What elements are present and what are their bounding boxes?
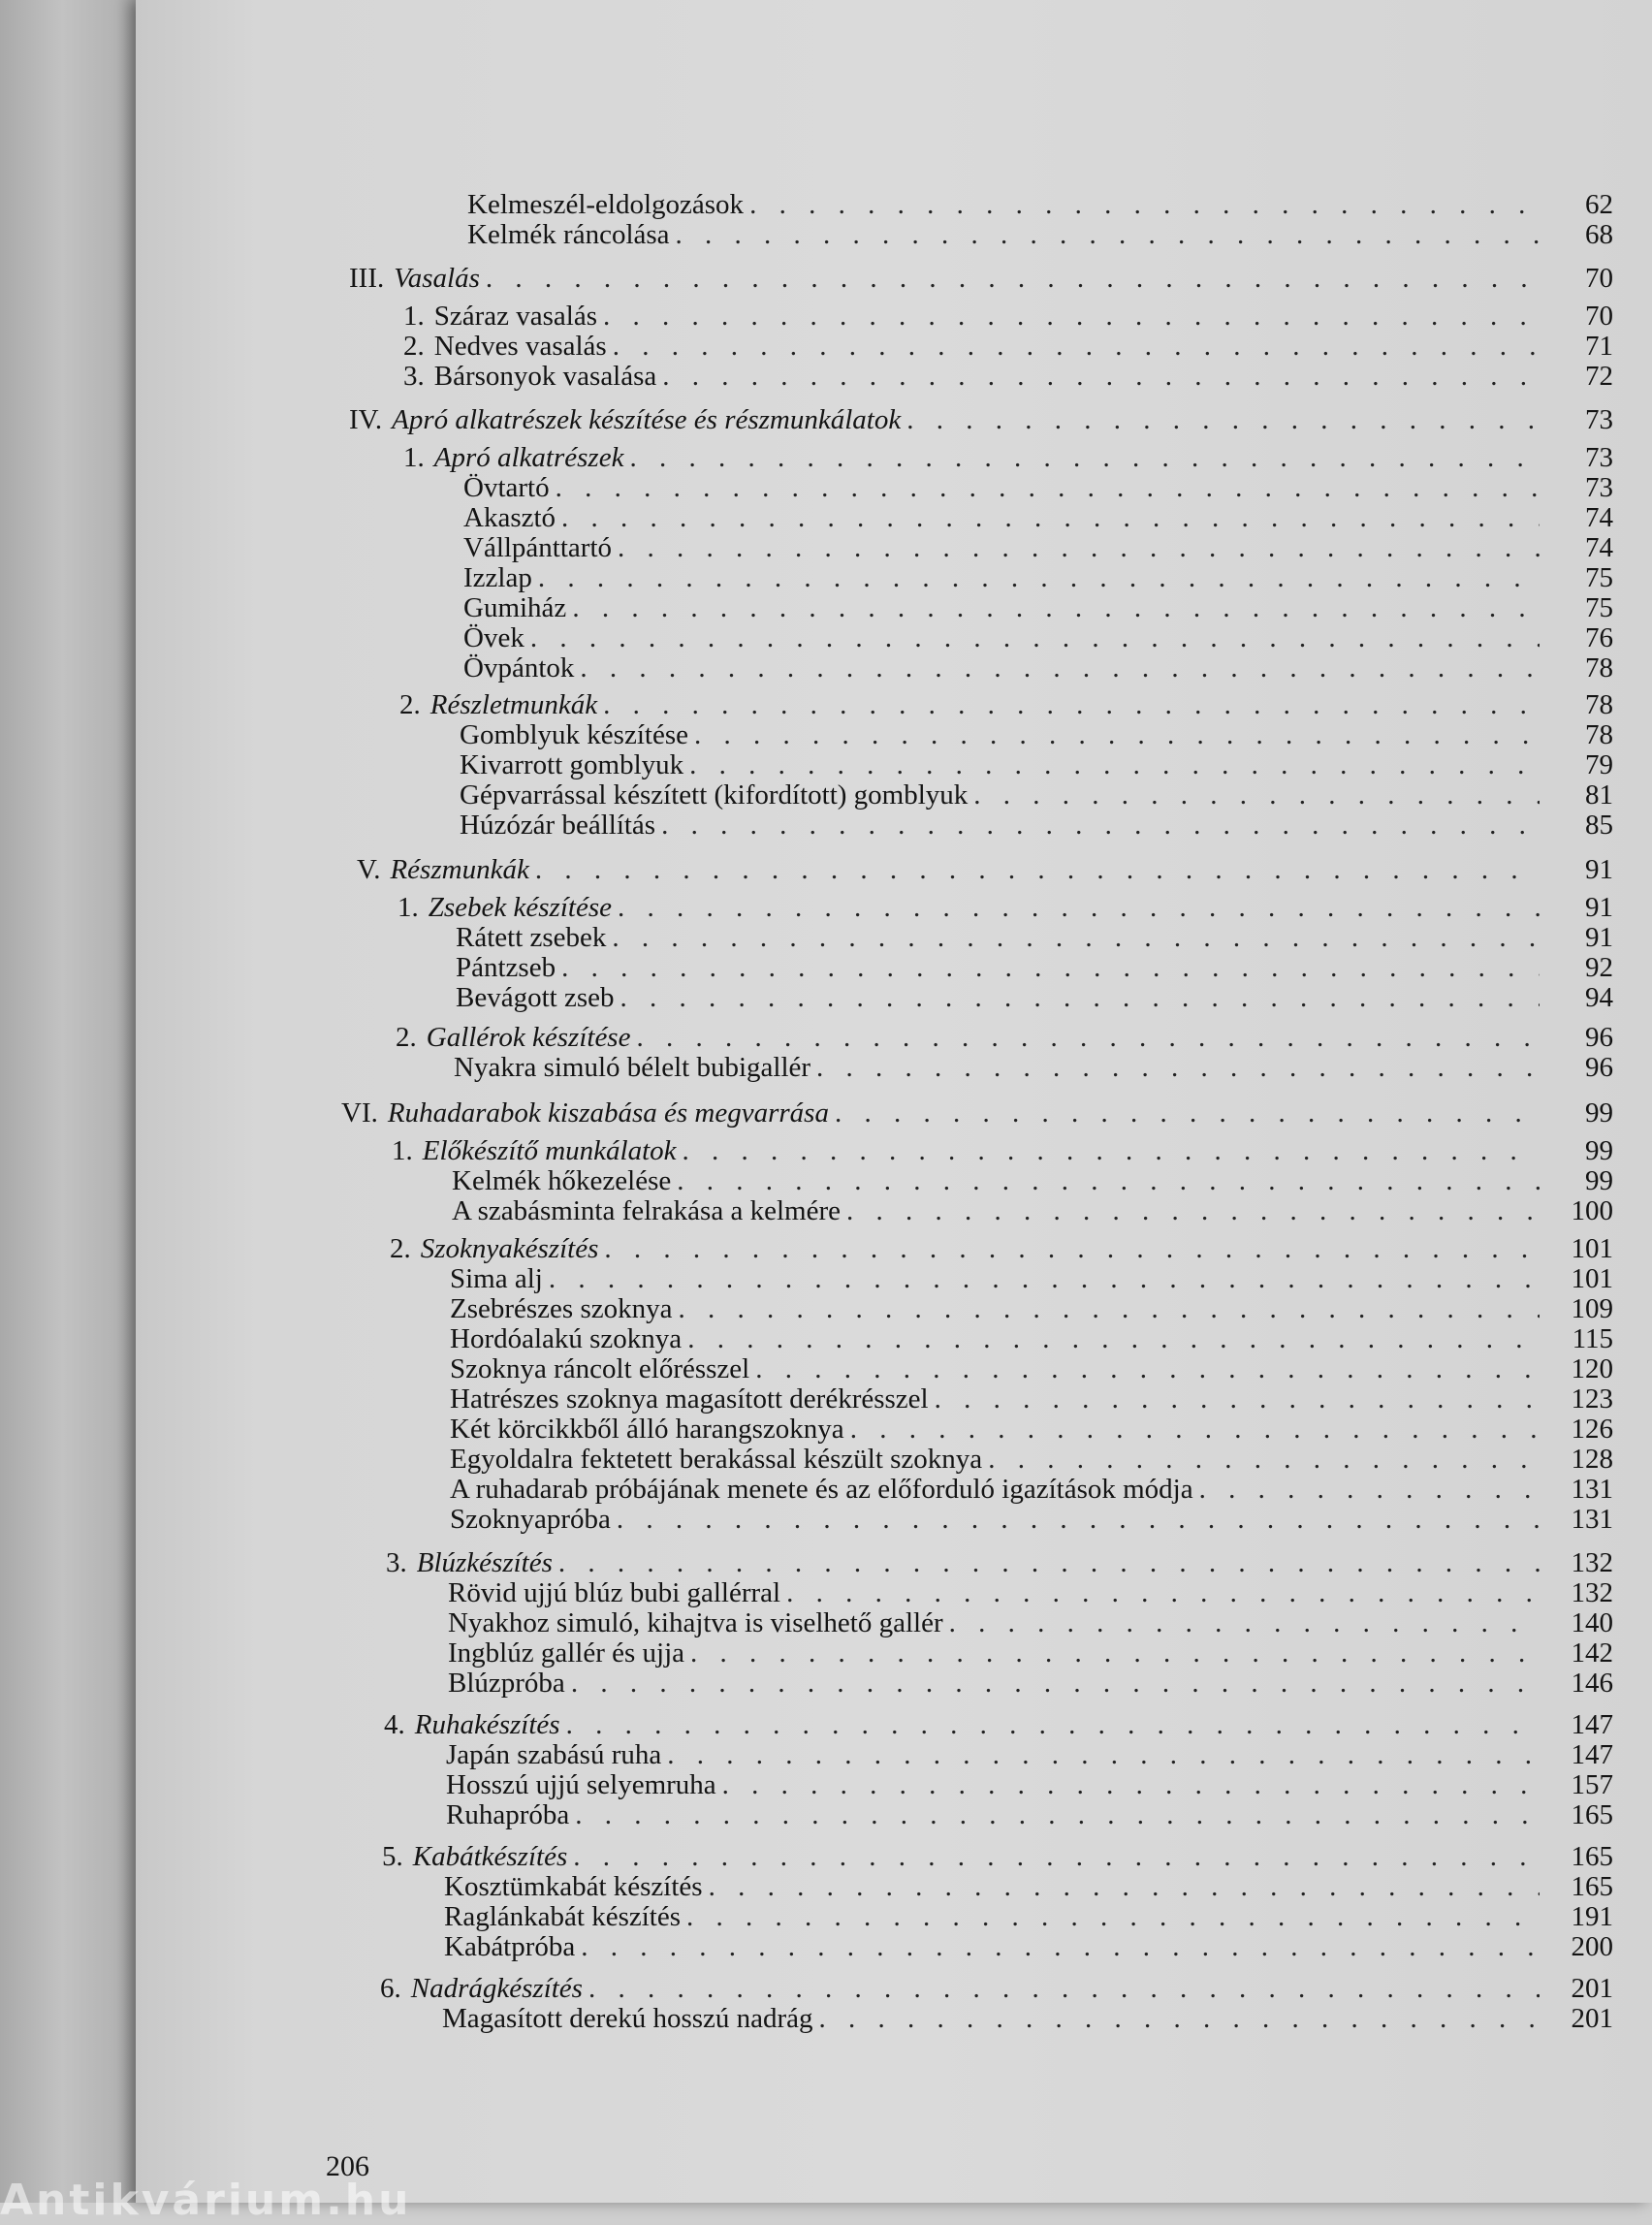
toc-entry-title: Kivarrott gomblyuk <box>460 749 684 780</box>
toc-entry-label <box>467 220 670 250</box>
toc-entry <box>396 1023 1613 1053</box>
toc-leader-dots <box>850 1414 1540 1445</box>
toc-entry-page: 165 <box>1571 1871 1613 1902</box>
toc-entry-label <box>452 1166 671 1196</box>
toc-entry-number: 1. <box>397 892 419 923</box>
toc-leader-dots <box>689 750 1540 780</box>
toc-entry-label <box>467 190 744 220</box>
toc-leader-dots <box>679 1294 1541 1324</box>
toc-entry-page: 147 <box>1571 1709 1613 1740</box>
toc-entry-number: 2. <box>403 331 425 362</box>
toc-entry-label <box>448 1608 943 1638</box>
toc-leader-dots <box>530 623 1540 653</box>
toc-entry-title: Nadrágkészítés <box>410 1973 583 2004</box>
toc-entry-number: 2. <box>396 1022 417 1053</box>
toc-entry-label <box>446 1770 716 1800</box>
toc-entry-page: 146 <box>1571 1668 1613 1699</box>
toc-entry-title: Zsebek készítése <box>428 892 612 923</box>
toc-entry-page: 74 <box>1585 502 1613 533</box>
toc-entry <box>450 1354 1613 1384</box>
toc-entry-page: 99 <box>1585 1097 1613 1128</box>
toc-leader-dots <box>661 811 1540 841</box>
toc-leader-dots <box>835 1098 1540 1128</box>
toc-entry-label <box>349 405 901 435</box>
toc-entry <box>349 264 1613 294</box>
toc-leader-dots <box>686 1902 1540 1932</box>
toc-leader-dots <box>538 563 1540 593</box>
toc-entry-page: 120 <box>1571 1353 1613 1384</box>
toc-entry <box>444 1872 1613 1902</box>
toc-entry-label <box>450 1475 1193 1505</box>
toc-entry-title: Kelmék hőkezelése <box>452 1165 672 1196</box>
toc-entry-label <box>450 1445 982 1475</box>
toc-entry <box>403 332 1613 362</box>
toc-entry-page: 131 <box>1571 1474 1613 1505</box>
toc-entry <box>403 362 1613 392</box>
toc-entry-title: Ruhadarabok kiszabása és megvarrása <box>387 1097 829 1128</box>
toc-entry-title: Magasított derekú hosszú nadrág <box>442 2003 813 2034</box>
toc-entry-label <box>396 1023 630 1053</box>
toc-entry-page: 81 <box>1585 779 1613 811</box>
toc-entry-label <box>450 1294 673 1324</box>
toc-entry-number: 1. <box>403 442 425 473</box>
toc-entry-title: Izzlap <box>463 562 532 593</box>
toc-entry-label <box>452 1196 841 1226</box>
toc-entry-number: 3. <box>403 361 425 392</box>
toc-entry-page: 91 <box>1585 892 1613 923</box>
toc-entry-title: Kelmék ráncolása <box>467 219 670 250</box>
toc-leader-dots <box>603 302 1540 332</box>
toc-leader-dots <box>816 1053 1540 1083</box>
toc-entry <box>403 443 1613 473</box>
toc-entry-page: 78 <box>1585 689 1613 720</box>
toc-leader-dots <box>949 1608 1540 1638</box>
toc-entry-number: 3. <box>386 1547 407 1578</box>
toc-entry-label <box>448 1578 780 1608</box>
toc-entry-label <box>349 264 480 294</box>
toc-entry <box>384 1710 1613 1740</box>
toc-entry <box>463 503 1613 533</box>
toc-entry <box>460 720 1613 750</box>
toc-leader-dots <box>573 1842 1540 1872</box>
toc-entry-title: Bársonyok vasalása <box>433 361 657 392</box>
toc-entry-page: 109 <box>1571 1293 1613 1324</box>
toc-leader-dots <box>749 190 1540 220</box>
toc-leader-dots <box>588 1974 1540 2004</box>
toc-entry-title: Ruhakészítés <box>414 1709 560 1740</box>
toc-entry <box>448 1669 1613 1699</box>
toc-entry <box>386 1548 1613 1578</box>
toc-entry <box>442 2004 1613 2034</box>
toc-leader-dots <box>676 220 1540 250</box>
toc-entry-label <box>399 690 597 720</box>
toc-entry-label <box>444 1932 575 1962</box>
toc-entry <box>467 220 1613 250</box>
toc-leader-dots <box>486 264 1540 294</box>
toc-entry-label <box>456 923 606 953</box>
toc-leader-dots <box>618 893 1540 923</box>
toc-entry <box>460 750 1613 780</box>
toc-entry <box>446 1770 1613 1800</box>
toc-entry-page: 157 <box>1571 1769 1613 1800</box>
toc-entry <box>341 1098 1613 1128</box>
toc-entry-label <box>446 1740 661 1770</box>
toc-entry <box>450 1384 1613 1414</box>
toc-entry-label <box>403 443 623 473</box>
toc-leader-dots <box>935 1384 1540 1414</box>
toc-leader-dots <box>613 332 1540 362</box>
toc-entry <box>452 1166 1613 1196</box>
toc-entry-label <box>463 653 574 683</box>
toc-entry <box>450 1505 1613 1535</box>
toc-entry-title: Szoknyakészítés <box>420 1233 599 1264</box>
toc-leader-dots <box>603 690 1540 720</box>
toc-entry-label <box>448 1669 565 1699</box>
toc-entry <box>450 1445 1613 1475</box>
toc-entry-title: Raglánkabát készítés <box>444 1901 681 1932</box>
toc-entry <box>454 1053 1613 1083</box>
toc-entry-page: 68 <box>1585 219 1613 250</box>
toc-entry-label <box>444 1872 703 1902</box>
toc-entry <box>448 1608 1613 1638</box>
toc-entry-title: Kabátkészítés <box>412 1841 568 1872</box>
toc-entry-title: Nyakhoz simuló, kihajtva is viselhető gallér <box>448 1607 943 1638</box>
toc-entry-title: Szoknya ráncolt előrésszel <box>450 1353 750 1384</box>
toc-entry-page: 70 <box>1585 301 1613 332</box>
toc-entry-label <box>460 780 968 811</box>
toc-entry-page: 128 <box>1571 1444 1613 1475</box>
toc-leader-dots <box>561 503 1540 533</box>
toc-leader-dots <box>988 1445 1540 1475</box>
toc-entry-page: 76 <box>1585 622 1613 653</box>
toc-entry-number: 1. <box>403 301 425 332</box>
toc-entry-page: 74 <box>1585 532 1613 563</box>
toc-entry <box>357 855 1613 885</box>
toc-leader-dots <box>535 855 1540 885</box>
toc-entry-title: Blúzpróba <box>448 1668 565 1699</box>
toc-entry <box>456 953 1613 983</box>
toc-entry <box>467 190 1613 220</box>
toc-entry-title: Övek <box>463 622 524 653</box>
toc-entry-page: 99 <box>1585 1135 1613 1166</box>
toc-entry-title: Övtartó <box>463 472 550 503</box>
toc-entry-title: Gallérok készítése <box>426 1022 631 1053</box>
toc-entry <box>448 1638 1613 1669</box>
toc-entry-title: Előkészítő munkálatok <box>422 1135 677 1166</box>
toc-entry-title: Apró alkatrészek készítése és részmunkálatok <box>392 404 902 435</box>
toc-entry-label <box>390 1234 598 1264</box>
toc-entry-label <box>460 811 655 841</box>
toc-entry-label <box>463 563 532 593</box>
toc-entry-label <box>397 893 612 923</box>
toc-leader-dots <box>636 1023 1540 1053</box>
toc-entry-page: 140 <box>1571 1607 1613 1638</box>
toc-entry-label <box>448 1638 684 1669</box>
toc-entry <box>463 473 1613 503</box>
toc-leader-dots <box>1199 1475 1540 1505</box>
toc-entry <box>450 1294 1613 1324</box>
toc-entry-label <box>380 1974 583 2004</box>
toc-entry <box>450 1264 1613 1294</box>
toc-entry-label <box>456 983 614 1013</box>
toc-entry-page: 96 <box>1585 1052 1613 1083</box>
toc-entry-label <box>463 593 566 623</box>
toc-entry-label <box>403 362 656 392</box>
toc-leader-dots <box>755 1354 1540 1384</box>
toc-leader-dots <box>558 1548 1540 1578</box>
toc-leader-dots <box>566 1710 1540 1740</box>
toc-entry-page: 73 <box>1585 404 1613 435</box>
toc-entry-page: 75 <box>1585 562 1613 593</box>
toc-entry-label <box>463 533 612 563</box>
toc-entry-title: Kosztümkabát készítés <box>444 1871 703 1902</box>
toc-entry-title: Rátett zsebek <box>456 922 607 953</box>
toc-entry-label <box>460 720 688 750</box>
toc-entry-page: 75 <box>1585 592 1613 623</box>
toc-entry-page: 147 <box>1571 1739 1613 1770</box>
toc-entry-title: Blúzkészítés <box>416 1547 553 1578</box>
toc-entry <box>456 923 1613 953</box>
toc-entry-number: IV. <box>349 404 383 435</box>
toc-entry-label <box>454 1053 810 1083</box>
toc-entry <box>390 1234 1613 1264</box>
toc-leader-dots <box>662 362 1540 392</box>
toc-entry-title: Gomblyuk készítése <box>460 719 688 750</box>
toc-entry-title: Szoknyapróba <box>450 1504 611 1535</box>
toc-entry-page: 165 <box>1571 1841 1613 1872</box>
toc-entry-title: Hosszú ujjú selyemruha <box>446 1769 716 1800</box>
toc-entry-label <box>463 623 524 653</box>
toc-leader-dots <box>617 1505 1540 1535</box>
toc-entry-title: A ruhadarab próbájának menete és az előforduló igazítások módja <box>450 1474 1193 1505</box>
toc-entry-page: 99 <box>1585 1165 1613 1196</box>
toc-entry-label <box>392 1136 677 1166</box>
toc-leader-dots <box>549 1264 1540 1294</box>
toc-entry <box>463 653 1613 683</box>
toc-entry-title: Kelmeszél-eldolgozások <box>467 189 745 220</box>
toc-leader-dots <box>604 1234 1540 1264</box>
toc-entry-number: III. <box>349 263 385 294</box>
toc-entry-label <box>450 1505 611 1535</box>
toc-entry-page: 132 <box>1571 1577 1613 1608</box>
toc-entry-title: Zsebrészes szoknya <box>450 1293 673 1324</box>
toc-entry-label <box>386 1548 553 1578</box>
toc-entry-label <box>403 302 597 332</box>
toc-entry-page: 101 <box>1571 1263 1613 1294</box>
toc-entry <box>399 690 1613 720</box>
toc-entry-page: 165 <box>1571 1799 1613 1830</box>
toc-entry-label <box>450 1354 749 1384</box>
toc-entry-page: 85 <box>1585 810 1613 841</box>
toc-entry-title: Pántzseb <box>456 952 556 983</box>
toc-entry-page: 62 <box>1585 189 1613 220</box>
toc-entry-page: 79 <box>1585 749 1613 780</box>
toc-leader-dots <box>620 983 1540 1013</box>
toc-entry-page: 115 <box>1572 1323 1613 1354</box>
toc-entry <box>397 893 1613 923</box>
toc-entry-label <box>357 855 529 885</box>
toc-entry-label <box>460 750 683 780</box>
toc-entry <box>403 302 1613 332</box>
toc-entry <box>382 1842 1613 1872</box>
toc-entry <box>456 983 1613 1013</box>
toc-leader-dots <box>786 1578 1540 1608</box>
toc-entry-title: Akasztó <box>463 502 556 533</box>
toc-entry-page: 78 <box>1585 652 1613 683</box>
toc-entry-title: Részmunkák <box>390 854 529 885</box>
toc-entry <box>460 780 1613 811</box>
toc-entry-title: Japán szabású ruha <box>446 1739 662 1770</box>
toc-entry-page: 126 <box>1571 1414 1613 1445</box>
toc-entry-label <box>384 1710 560 1740</box>
toc-leader-dots <box>690 1638 1540 1669</box>
toc-entry-label <box>450 1264 543 1294</box>
toc-leader-dots <box>683 1136 1540 1166</box>
toc-entry-page: 201 <box>1571 1973 1613 2004</box>
toc-leader-dots <box>722 1770 1540 1800</box>
toc-entry-title: Részletmunkák <box>429 689 598 720</box>
toc-entry <box>452 1196 1613 1226</box>
toc-entry-page: 201 <box>1571 2003 1613 2034</box>
toc-leader-dots <box>572 593 1540 623</box>
toc-entry-page: 131 <box>1571 1504 1613 1535</box>
toc-entry-page: 96 <box>1585 1022 1613 1053</box>
toc-entry-title: Vasalás <box>394 263 480 294</box>
toc-entry-page: 191 <box>1571 1901 1613 1932</box>
toc-entry-title: Rövid ujjú blúz bubi gallérral <box>448 1577 781 1608</box>
toc-leader-dots <box>819 2004 1540 2034</box>
toc-entry-page: 101 <box>1571 1233 1613 1264</box>
toc-entry-title: Sima alj <box>450 1263 543 1294</box>
toc-entry-title: Apró alkatrészek <box>433 442 624 473</box>
toc-leader-dots <box>846 1196 1540 1226</box>
toc-entry-title: Gumiház <box>463 592 567 623</box>
toc-entry-number: VI. <box>341 1097 378 1128</box>
toc-entry-page: 71 <box>1585 331 1613 362</box>
toc-entry <box>450 1475 1613 1505</box>
toc-entry-number: 6. <box>380 1973 401 2004</box>
toc-entry-number: 4. <box>384 1709 405 1740</box>
toc-entry-title: Nedves vasalás <box>433 331 607 362</box>
toc-entry-label <box>341 1098 829 1128</box>
toc-entry <box>392 1136 1613 1166</box>
toc-entry-title: Bevágott zseb <box>456 982 615 1013</box>
toc-entry-title: Vállpánttartó <box>463 532 613 563</box>
toc-leader-dots <box>575 1800 1540 1830</box>
toc-leader-dots <box>580 653 1540 683</box>
toc-leader-dots <box>694 720 1540 750</box>
toc-entry <box>444 1902 1613 1932</box>
toc-entry <box>380 1974 1613 2004</box>
toc-entry-page: 73 <box>1585 472 1613 503</box>
toc-entry-label <box>463 473 550 503</box>
toc-entry-page: 91 <box>1585 922 1613 953</box>
toc-leader-dots <box>612 923 1540 953</box>
toc-entry-number: V. <box>357 854 381 885</box>
toc-entry-title: Húzózár beállítás <box>460 810 656 841</box>
toc-leader-dots <box>556 473 1540 503</box>
toc-entry-label <box>450 1384 929 1414</box>
toc-entry <box>446 1800 1613 1830</box>
toc-entry-number: 1. <box>392 1135 413 1166</box>
toc-leader-dots <box>973 780 1540 811</box>
toc-entry <box>450 1324 1613 1354</box>
toc-entry-page: 94 <box>1585 982 1613 1013</box>
toc-entry-title: A szabásminta felrakása a kelmére <box>452 1195 841 1226</box>
toc-entry-label <box>442 2004 813 2034</box>
toc-entry-title: Két körcikkből álló harangszoknya <box>450 1414 844 1445</box>
toc-entry-title: Kabátpróba <box>444 1931 576 1962</box>
toc-leader-dots <box>561 953 1540 983</box>
toc-entry <box>463 533 1613 563</box>
toc-entry-label <box>463 503 556 533</box>
toc-entry <box>463 563 1613 593</box>
toc-leader-dots <box>687 1324 1540 1354</box>
toc-leader-dots <box>581 1932 1540 1962</box>
page-number: 206 <box>326 2150 369 2182</box>
toc-entry-number: 2. <box>390 1233 411 1264</box>
toc-entry-title: Gépvarrással készített (kifordított) gomblyuk <box>460 779 969 811</box>
toc-entry <box>463 623 1613 653</box>
toc-entry <box>349 405 1613 435</box>
toc-entry-page: 200 <box>1571 1931 1613 1962</box>
toc-entry-page: 70 <box>1585 263 1613 294</box>
toc-entry-label <box>382 1842 567 1872</box>
toc-leader-dots <box>629 443 1540 473</box>
toc-entry-page: 100 <box>1571 1195 1613 1226</box>
toc-entry-label <box>403 332 607 362</box>
toc-entry <box>460 811 1613 841</box>
toc-entry-page: 78 <box>1585 719 1613 750</box>
toc-entry-title: Ruhapróba <box>446 1799 570 1830</box>
toc-entry-title: Egyoldalra fektetett berakással készült szoknya <box>450 1444 983 1475</box>
toc-entry-number: 5. <box>382 1841 403 1872</box>
toc-entry-label <box>444 1902 681 1932</box>
toc-entry <box>448 1578 1613 1608</box>
toc-entry-page: 91 <box>1585 854 1613 885</box>
toc-entry <box>463 593 1613 623</box>
toc-entry-page: 142 <box>1571 1637 1613 1669</box>
toc-entry-title: Hordóalakú szoknya <box>450 1323 683 1354</box>
toc-leader-dots <box>618 533 1540 563</box>
toc-leader-dots <box>571 1669 1540 1699</box>
toc-entry-title: Száraz vasalás <box>433 301 598 332</box>
toc-entry-number: 2. <box>399 689 421 720</box>
watermark-text: Antikvárium.hu <box>0 2176 412 2225</box>
toc-leader-dots <box>709 1872 1540 1902</box>
toc-entry-label <box>446 1800 569 1830</box>
toc-entry-page: 73 <box>1585 442 1613 473</box>
toc-entry <box>446 1740 1613 1770</box>
toc-entry-title: Övpántok <box>463 652 575 683</box>
toc-entry-label <box>456 953 556 983</box>
toc-entry-title: Nyakra simuló bélelt bubigallér <box>454 1052 811 1083</box>
toc-leader-dots <box>667 1740 1540 1770</box>
toc-entry <box>450 1414 1613 1445</box>
toc-leader-dots <box>906 405 1540 435</box>
toc-entry-page: 72 <box>1585 361 1613 392</box>
toc-entry-page: 132 <box>1571 1547 1613 1578</box>
toc-entry-title: Hatrészes szoknya magasított derékrésszel <box>450 1383 929 1414</box>
toc-entry-label <box>450 1414 844 1445</box>
toc-entry-page: 92 <box>1585 952 1613 983</box>
toc-leader-dots <box>677 1166 1540 1196</box>
toc-entry-page: 123 <box>1571 1383 1613 1414</box>
toc-entry <box>444 1932 1613 1962</box>
toc-entry-label <box>450 1324 682 1354</box>
toc-entry-title: Ingblúz gallér és ujja <box>448 1637 684 1669</box>
